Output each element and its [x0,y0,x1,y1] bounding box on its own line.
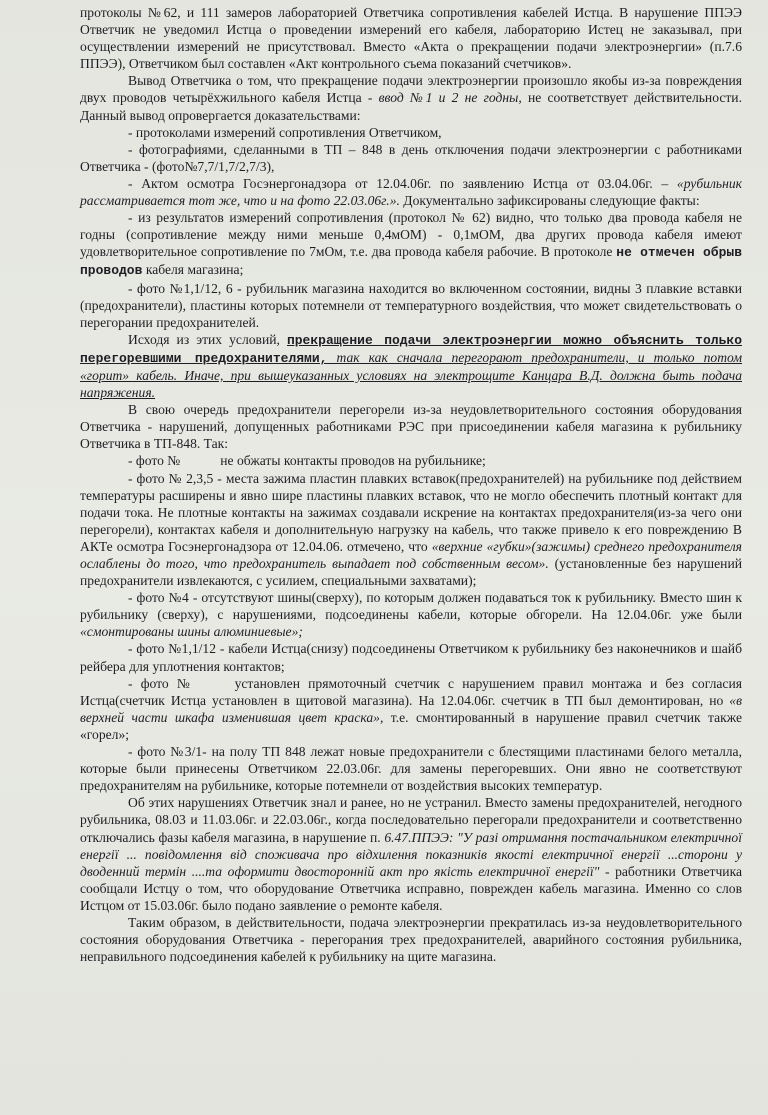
text-run: Об этих нарушениях Ответчик знал и ранее, но не устранил. Вместо замены предохранителей, негодного рубильника, 08.03 и 11.03.06г. и 22.03.06г., когда последовательно перегорали предохранители и соответственно отключались фазы кабеля магазина, в нарушение п. [80,795,742,845]
italic-quote: «смонтированы шины алюминиевые»; [80,624,303,640]
text-run: не соответствует действительности. Данный вывод опровергается доказательствами: [80,90,742,123]
text-run: Документально зафиксированы следующие факты: [399,193,700,209]
italic-quote: 6.47.ППЭЭ: "У разі отримання постачальником електричної енергії ... повідомлення від споживача про відхилення показників якості електричної енергії ...сторони у дводенний термін ....та оформити двосторонній акт про якість електричної енергії" [80,829,743,879]
text-run: - работники Ответчика сообщали Истцу о том, что оборудование Ответчика исправно, поврежден кабель магазина. Именно со слов Истцом от 15.03.06г. было подано заявление о ремонте кабеля. [80,863,742,913]
list-item-photo-meter [80,675,742,743]
paragraph-violations [80,794,742,914]
list-item-photo-new-fuses: - фото №3/1- на полу ТП 848 лежат новые предохранители с блестящими пластинами белого металла, которые были принесены Ответчиком 22.03.06г. для замены перегоревших. Они явно не соответствуют предохранителям на рубильнике, которые потемнели от воздействия высоких температур. [80,744,742,794]
bold-underlined-run: прекращение подачи электроэнергии можно объяснить только перегоревшими предохранителями, [80,332,742,366]
text-run: не обжаты контакты проводов на рубильнике; [220,453,486,469]
text-run: кабеля магазина; [142,262,244,278]
list-item-inspection-act [80,175,742,209]
text-run: - фото №4 - отсутствуют шины(сверху), по которым должен подаваться ток к рубильнику. Вместо шин к рубильнику (сверху), с нарушениями, подсоединены кабели, которые обгорели. На 12.04.06г. уже были [80,590,742,623]
text-run: установлен прямоточный счетчик с нарушением правил монтажа и без согласия Истца(счетчик Истца установлен в щитовой магазина). На 12.04.06г. счетчик в ТП был демонтирован, но [80,675,742,708]
bold-run: не отмечен обрыв проводов [80,245,742,279]
text-run: - фото № [128,453,181,469]
list-item-photo-cables: - фото №1,1/12 - кабели Истца(снизу) подсоединены Ответчиком к рубильнику без наконечников и шайб рейбера для уплотнения контактов; [80,641,742,674]
paragraph-protocols: протоколы №62, и 111 замеров лабораторией Ответчика сопротивления кабелей Истца. В нарушение ППЭЭ Ответчик не уведомил Истца о проведении измерений его кабеля, лабораторию Истец не заказывал, при осуществлении измерений не присутствовал. Вместо «Акта о прекращении подачи электроэнергии» (п.7.6 ППЭЭ), Ответчиком был составлен «Акт контрольного съема показаний счетчиков». [80,5,742,72]
italic-run: ввод №1 и 2 не годны, [378,90,522,106]
italic-quote: «рубильник рассматривается тот же, что и на фото 22.03.06г.». [80,175,742,209]
paragraph-conclusion [80,72,742,123]
list-item-photo-switch: - фото №1,1/12, 6 - рубильник магазина находится во включенном состоянии, видны 3 плавкие вставки (предохранители), пластины которых потемнели от температурного воздействия, что может свидетельствовать о перегорании предохранителей. [80,280,742,330]
text-run: - фото № 2,3,5 - места зажима пластин плавких вставок(предохранителей) на рубильнике под действием температуры расширены и явно шире пластины плавких вставок, что не могло обеспечить плотный контакт для подачи тока. Не плотные контакты на зажимах создавали искрение на контактах предохранителя(из-за чего они перегорели), контактах кабеля и дополнительную нагрузку на кабель, что также привело к его повреждению В АКТе осмотра Госэнергонадзора от 12.04.06. отмечено, что [80,470,742,554]
paragraph-equipment-state: В свою очередь предохранители перегорели из-за неудовлетворительного состояния оборудования Ответчика - нарушений, допущенных работниками РЭС при присоединении кабеля магазина к рубильнику Ответчика в ТП-848. Так: [80,402,742,452]
text-run: Вывод Ответчика о том, что прекращение подачи электроэнергии произошло якобы из-за повреждения двух проводов четырёхжильного кабеля Истца - [80,73,742,106]
text-run: (установленные без нарушений предохранители извлекаются, с усилием, специальными захватами); [80,556,742,589]
list-item-photo-contacts [80,452,742,469]
text-run: - фото № [128,675,195,691]
list-item-measurements [80,209,742,279]
text-run: Исходя из этих условий, [128,331,287,347]
italic-underlined-run: так как сначала перегорают предохранители, и только потом «горит» кабель. Иначе, при вышеуказанных условиях на электрощите Канцара В.Д. должна быть подача напряжения. [80,349,742,401]
italic-quote: «верхние «губки»(зажимы) среднего предохранителя ослаблены до того, что предохранитель выпадает под собственным весом». [80,538,742,571]
list-item-photos: - фотографиями, сделанными в ТП – 848 в день отключения подачи электроэнергии с работниками Ответчика - (фото№7,7/1,7/2,7/3), [80,141,742,174]
paragraph-summary: Таким образом, в действительности, подача электроэнергии прекратилась из-за неудовлетворительного состояния оборудования Ответчика - перегорания трех предохранителей, аварийного состояния рубильника, неправильного подсоединения кабелей к рубильнику на щите магазина. [80,914,742,965]
list-item-photo-busbars [80,589,742,640]
paragraph-explanation [80,331,742,401]
italic-quote: «в верхней части шкафа изменившая цвет краска», [80,692,742,725]
text-run: - из результатов измерений сопротивления (протокол № 62) видно, что только два провода кабеля не годны (сопротивление между ними меньше 0,4мОМ) - 0,1мОМ, два других провода кабеля имеют удовлетворительное сопротивление по 7мОм, т.е. два провода кабеля рабочие. В протоколе [80,210,742,260]
list-item-photo-clamps [80,470,742,590]
text-run: т.е. смонтированный в нарушение правил счетчик также «горел»; [80,709,743,742]
text-run: - Актом осмотра Госэнергонадзора от 12.04.06г. по заявлению Истца от 03.04.06г. – [128,175,677,191]
list-item-protocols: - протоколами измерений сопротивления Ответчиком, [128,124,442,140]
